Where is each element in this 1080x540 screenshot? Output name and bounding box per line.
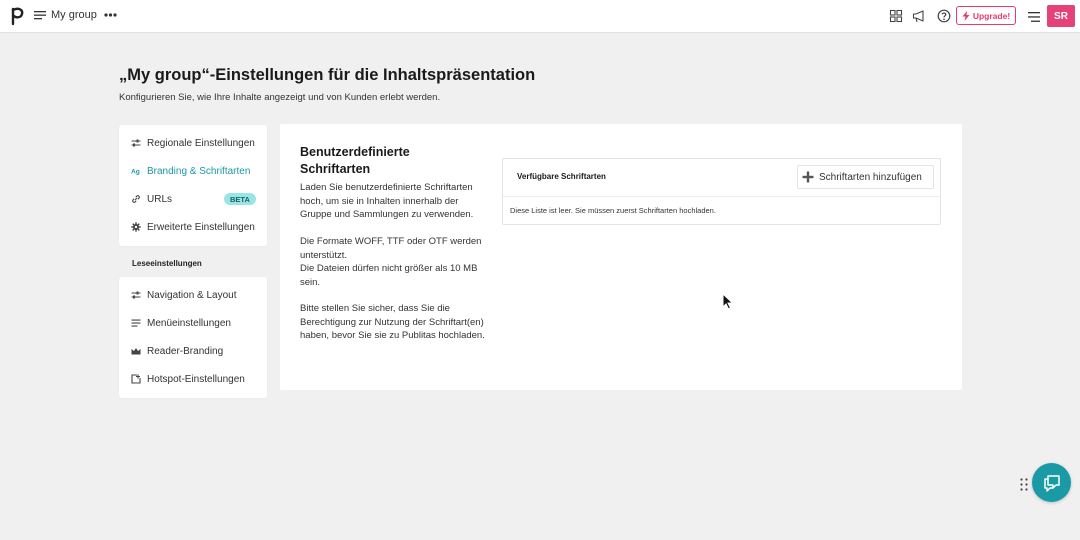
sidebar-item-label: Regionale Einstellungen <box>147 137 255 149</box>
formats-text: Die Formate WOFF, TTF oder OTF werden unterstützt. <box>300 236 482 261</box>
chat-bubbles-icon <box>1042 473 1062 493</box>
top-bar <box>0 0 1080 33</box>
upgrade-button[interactable] <box>956 6 1016 25</box>
chat-button[interactable] <box>1032 463 1071 502</box>
hamburger-icon <box>34 10 46 20</box>
group-name: My group <box>51 9 97 21</box>
sidebar-item-navigation-layout[interactable] <box>119 281 267 309</box>
empty-list-message: Diese Liste ist leer. Sie müssen zuerst Schriftarten hochladen. <box>510 206 716 215</box>
more-options-icon[interactable] <box>104 10 117 20</box>
sidebar-item-label: Erweiterte Einstellungen <box>147 221 255 233</box>
sliders-icon <box>131 290 141 300</box>
menu-icon[interactable] <box>1027 10 1041 24</box>
sliders-icon <box>131 138 141 148</box>
size-limit-text: Die Dateien dürfen nicht größer als 10 MB sein. <box>300 263 478 288</box>
fonts-list-title: Verfügbare Schriftarten <box>517 172 606 181</box>
description-permission: Bitte stellen Sie sicher, dass Sie die Berechtigung zur Nutzung der Schriftart(en) haben, bevor Sie sie zu Publitas hochladen. <box>300 303 485 341</box>
help-icon[interactable] <box>937 9 951 23</box>
sidebar-item-label: Navigation & Layout <box>147 289 237 301</box>
hotspot-icon <box>131 374 141 384</box>
reader-settings-nav <box>119 277 267 398</box>
link-icon <box>131 194 141 204</box>
sidebar-item-label: URLs <box>147 193 173 205</box>
user-avatar[interactable]: SR <box>1047 5 1075 27</box>
upgrade-label: Upgrade! <box>972 10 1011 21</box>
sidebar-item-regional[interactable] <box>119 129 267 157</box>
lightning-icon <box>962 11 970 21</box>
add-fonts-label: Schriftarten hinzufügen <box>819 171 922 183</box>
sidebar-item-advanced[interactable] <box>119 213 267 241</box>
sidebar-item-branding[interactable] <box>119 157 267 185</box>
description-upload: Laden Sie benutzerdefinierte Schriftarten hoch, um sie in Inhalten innerhalb der Gruppe und Sammlungen zu verwenden. <box>300 182 474 220</box>
page-subtitle: Konfigurieren Sie, wie Ihre Inhalte angezeigt und von Kunden erlebt werden. <box>119 92 441 103</box>
publitas-logo-icon[interactable] <box>10 6 24 26</box>
gear-icon <box>131 222 141 232</box>
drag-handle-icon[interactable] <box>1019 477 1029 492</box>
page-title: „My group“-Einstellungen für die Inhaltspräsentation <box>119 66 536 84</box>
reader-settings-label: Leseeinstellungen <box>132 259 202 268</box>
beta-badge: BETA <box>224 193 256 205</box>
megaphone-icon[interactable] <box>912 9 926 23</box>
sidebar-item-menu-settings[interactable] <box>119 309 267 337</box>
sidebar-item-reader-branding[interactable] <box>119 337 267 365</box>
available-fonts-list <box>502 158 941 225</box>
sidebar-item-hotspot[interactable] <box>119 365 267 393</box>
menu-lines-icon <box>131 318 141 328</box>
sidebar-item-urls[interactable] <box>119 185 267 213</box>
description-formats <box>300 235 485 289</box>
svg-text:Ag: Ag <box>131 168 140 176</box>
custom-fonts-panel <box>280 124 962 390</box>
plus-icon <box>802 171 814 183</box>
add-fonts-button[interactable] <box>797 165 934 189</box>
group-menu-toggle[interactable] <box>34 9 97 21</box>
sidebar-item-label: Hotspot-Einstellungen <box>147 373 245 385</box>
settings-nav <box>119 125 267 246</box>
section-title: Benutzerdefinierte Schriftarten <box>300 145 410 176</box>
apps-grid-icon[interactable] <box>889 9 903 23</box>
font-icon <box>131 166 141 176</box>
crown-icon <box>131 346 141 356</box>
sidebar-item-label: Branding & Schriftarten <box>147 165 251 177</box>
fonts-list-header <box>503 159 940 197</box>
sidebar-item-label: Reader-Branding <box>147 345 224 357</box>
mouse-cursor-icon <box>722 293 734 310</box>
sidebar-item-label: Menüeinstellungen <box>147 317 231 329</box>
